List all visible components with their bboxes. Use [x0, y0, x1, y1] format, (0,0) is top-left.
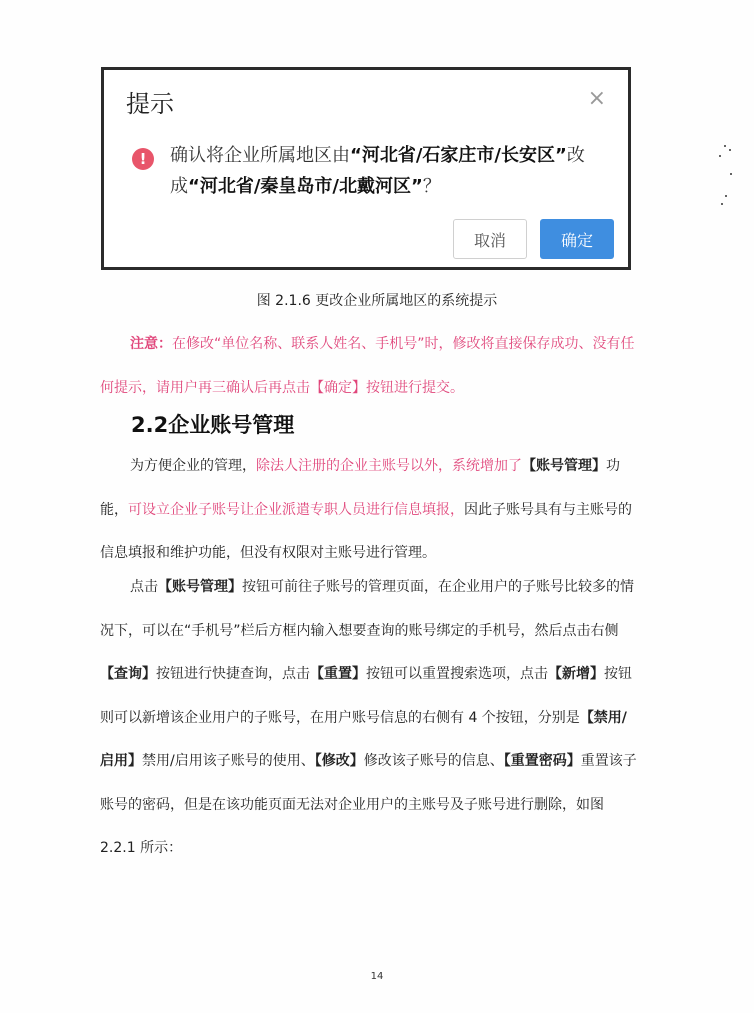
- to-region: “河北省/秦皇岛市/北戴河区”: [188, 176, 423, 197]
- text-run: 因此子账号具有与主账号的信息填报和维护功能，但没有权限对主账号进行管理。: [100, 501, 632, 561]
- dialog-title: 提示: [126, 90, 174, 118]
- scan-artifact: [716, 143, 736, 213]
- text-run: 点击: [130, 579, 158, 595]
- from-region: “河北省/石家庄市/长安区”: [350, 145, 567, 166]
- message-prefix: 确认将企业所属地区由: [170, 145, 350, 166]
- bold-run: 【账号管理】: [158, 579, 242, 595]
- text-run: 按钮则可以新增该企业用户的子账号，在用户账号信息的右侧有 4 个按钮，分别是: [100, 666, 632, 726]
- paragraph-account-management-intro: [100, 445, 640, 576]
- figure-caption: 图 2.1.6 更改企业所属地区的系统提示: [256, 293, 498, 309]
- note-paragraph: [100, 323, 640, 410]
- confirm-button[interactable]: 确定: [540, 219, 614, 259]
- bold-run: 【查询】: [100, 666, 156, 682]
- text-run: 为方便企业的管理，: [130, 458, 256, 474]
- dialog-message: [170, 140, 610, 202]
- bold-run: 【新增】: [548, 666, 604, 682]
- page-number: 14: [370, 971, 384, 982]
- note-label: 注意：: [130, 336, 172, 352]
- confirm-dialog-screenshot: [101, 67, 631, 270]
- text-run: 重置该子账号的密码，但是在该功能页面无法对企业用户的主账号及子账号进行删除，如图 2.2.1 所示：: [100, 753, 637, 856]
- close-icon[interactable]: ×: [587, 86, 606, 111]
- bold-run: 【重置密码】: [503, 753, 581, 769]
- section-heading: 2.2企业账号管理: [131, 413, 295, 437]
- paragraph-account-management-usage: [100, 566, 640, 871]
- highlight-run: 可设立企业子账号让企业派遣专职人员进行信息填报，: [128, 501, 464, 518]
- bold-run: 【重置】: [310, 666, 366, 682]
- text-run: 禁用/启用该子账号的使用、: [142, 753, 315, 769]
- bold-run: 【禁用/启用】: [100, 709, 627, 769]
- text-run: 按钮可前往子账号的管理页面，在企业用户的子账号比较多的情况下，可以在“手机号”栏后方框内输入想要查询的账号绑定的手机号，然后点击右侧: [100, 579, 634, 639]
- bold-run: 【修改】: [314, 753, 364, 769]
- text-run: 修改该子账号的信息、: [363, 753, 504, 769]
- text-run: 按钮可以重置搜索选项，点击: [366, 666, 548, 682]
- text-run: 按钮进行快捷查询，点击: [156, 666, 310, 682]
- note-text: 在修改“单位名称、联系人姓名、手机号”时，修改将直接保存成功、没有任何提示，请用户再三确认后再点击【确定】按钮进行提交。: [100, 336, 635, 396]
- message-mid: 改成: [170, 145, 585, 197]
- warning-icon: !: [132, 148, 154, 170]
- cancel-button[interactable]: 取消: [453, 219, 527, 259]
- bold-run: 【账号管理】: [522, 458, 606, 474]
- message-suffix: ？: [422, 176, 441, 197]
- text-run: 功能，: [100, 458, 620, 518]
- highlight-run: 除法人注册的企业主账号以外，系统增加了: [256, 458, 522, 474]
